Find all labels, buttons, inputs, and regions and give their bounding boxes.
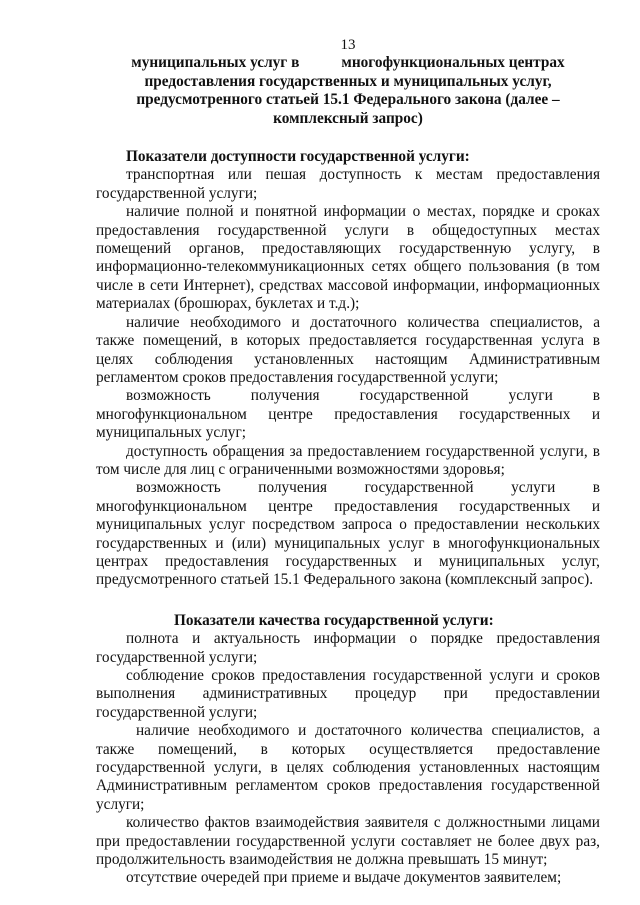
page-number: 13 [340,37,356,53]
availability-item-4: возможность получения государственной услуги в многофункциональном центре предоставления государственных и муниципальных услуг; [96,387,600,442]
quality-item-1: полнота и актуальность информации о порядке предоставления государственной услуги; [96,630,600,666]
heading-line1-part-a: муниципальных услуг в [131,54,300,72]
document-page [96,36,600,888]
heading-rest: предоставления государственных и муниципальных услуг, предусмотренного статьей 15.1 Федерального закона (далее – комплексный запрос) [136,72,560,127]
quality-item-2: соблюдение сроков предоставления государственной услуги и сроков выполнения административных процедур при предоставлении государственной услуги; [96,667,600,721]
quality-item-4: количество фактов взаимодействия заявителя с должностными лицами при предоставлении государственной услуги составляет не более двух раз, продолжительность взаимодействия не должна превышать 15 минут; [96,814,600,869]
heading-line1-part-b: многофункциональных центрах [341,54,565,72]
availability-title: Показатели доступности государственной услуги: [126,148,470,166]
availability-item-2: наличие полной и понятной информации о местах, порядке и сроках предоставления государственной услуги в общедоступных местах помещений органов, предоставляющих государственную услугу, в информационно-телекоммуникационных сетях общего пользования (в том числе в сети Интернет), средствах массовой информации, информационных материалах (брошюрах, буклетах и т.д.); [96,203,600,313]
availability-item-6: возможность получения государственной услуги в многофункциональном центре предоставления государственных и муниципальных услуг посредством запроса о предоставлении нескольких государственных и (или) муниципальных услуг в многофункциональных центрах предоставления государственных и муниципальных услуг, предусмотренного статьей 15.1 Федерального закона (комплексный запрос). [96,479,600,589]
quality-item-5: отсутствие очередей при приеме и выдаче документов заявителем; [126,869,562,887]
availability-item-3: наличие необходимого и достаточного количества специалистов, а также помещений, в которых предоставляется государственная услуга в целях соблюдения установленных настоящим Административным регламентом сроков предоставления государственной услуги; [96,313,600,386]
quality-item-3: наличие необходимого и достаточного количества специалистов, а также помещений, в которых осуществляется предоставление государственной услуги, в целях соблюдения установленных настоящим Административным регламентом сроков предоставления государственной услуги; [96,722,600,813]
heading-first-line [96,54,600,72]
section-heading-continuation [96,54,600,128]
availability-item-1: транспортная или пешая доступность к местам предоставления государственной услуги; [96,166,600,202]
quality-title: Показатели качества государственной услуги: [174,611,494,629]
availability-item-5: доступность обращения за предоставлением государственной услуги, в том числе для лиц с ограниченными возможностями здоровья; [96,442,600,478]
